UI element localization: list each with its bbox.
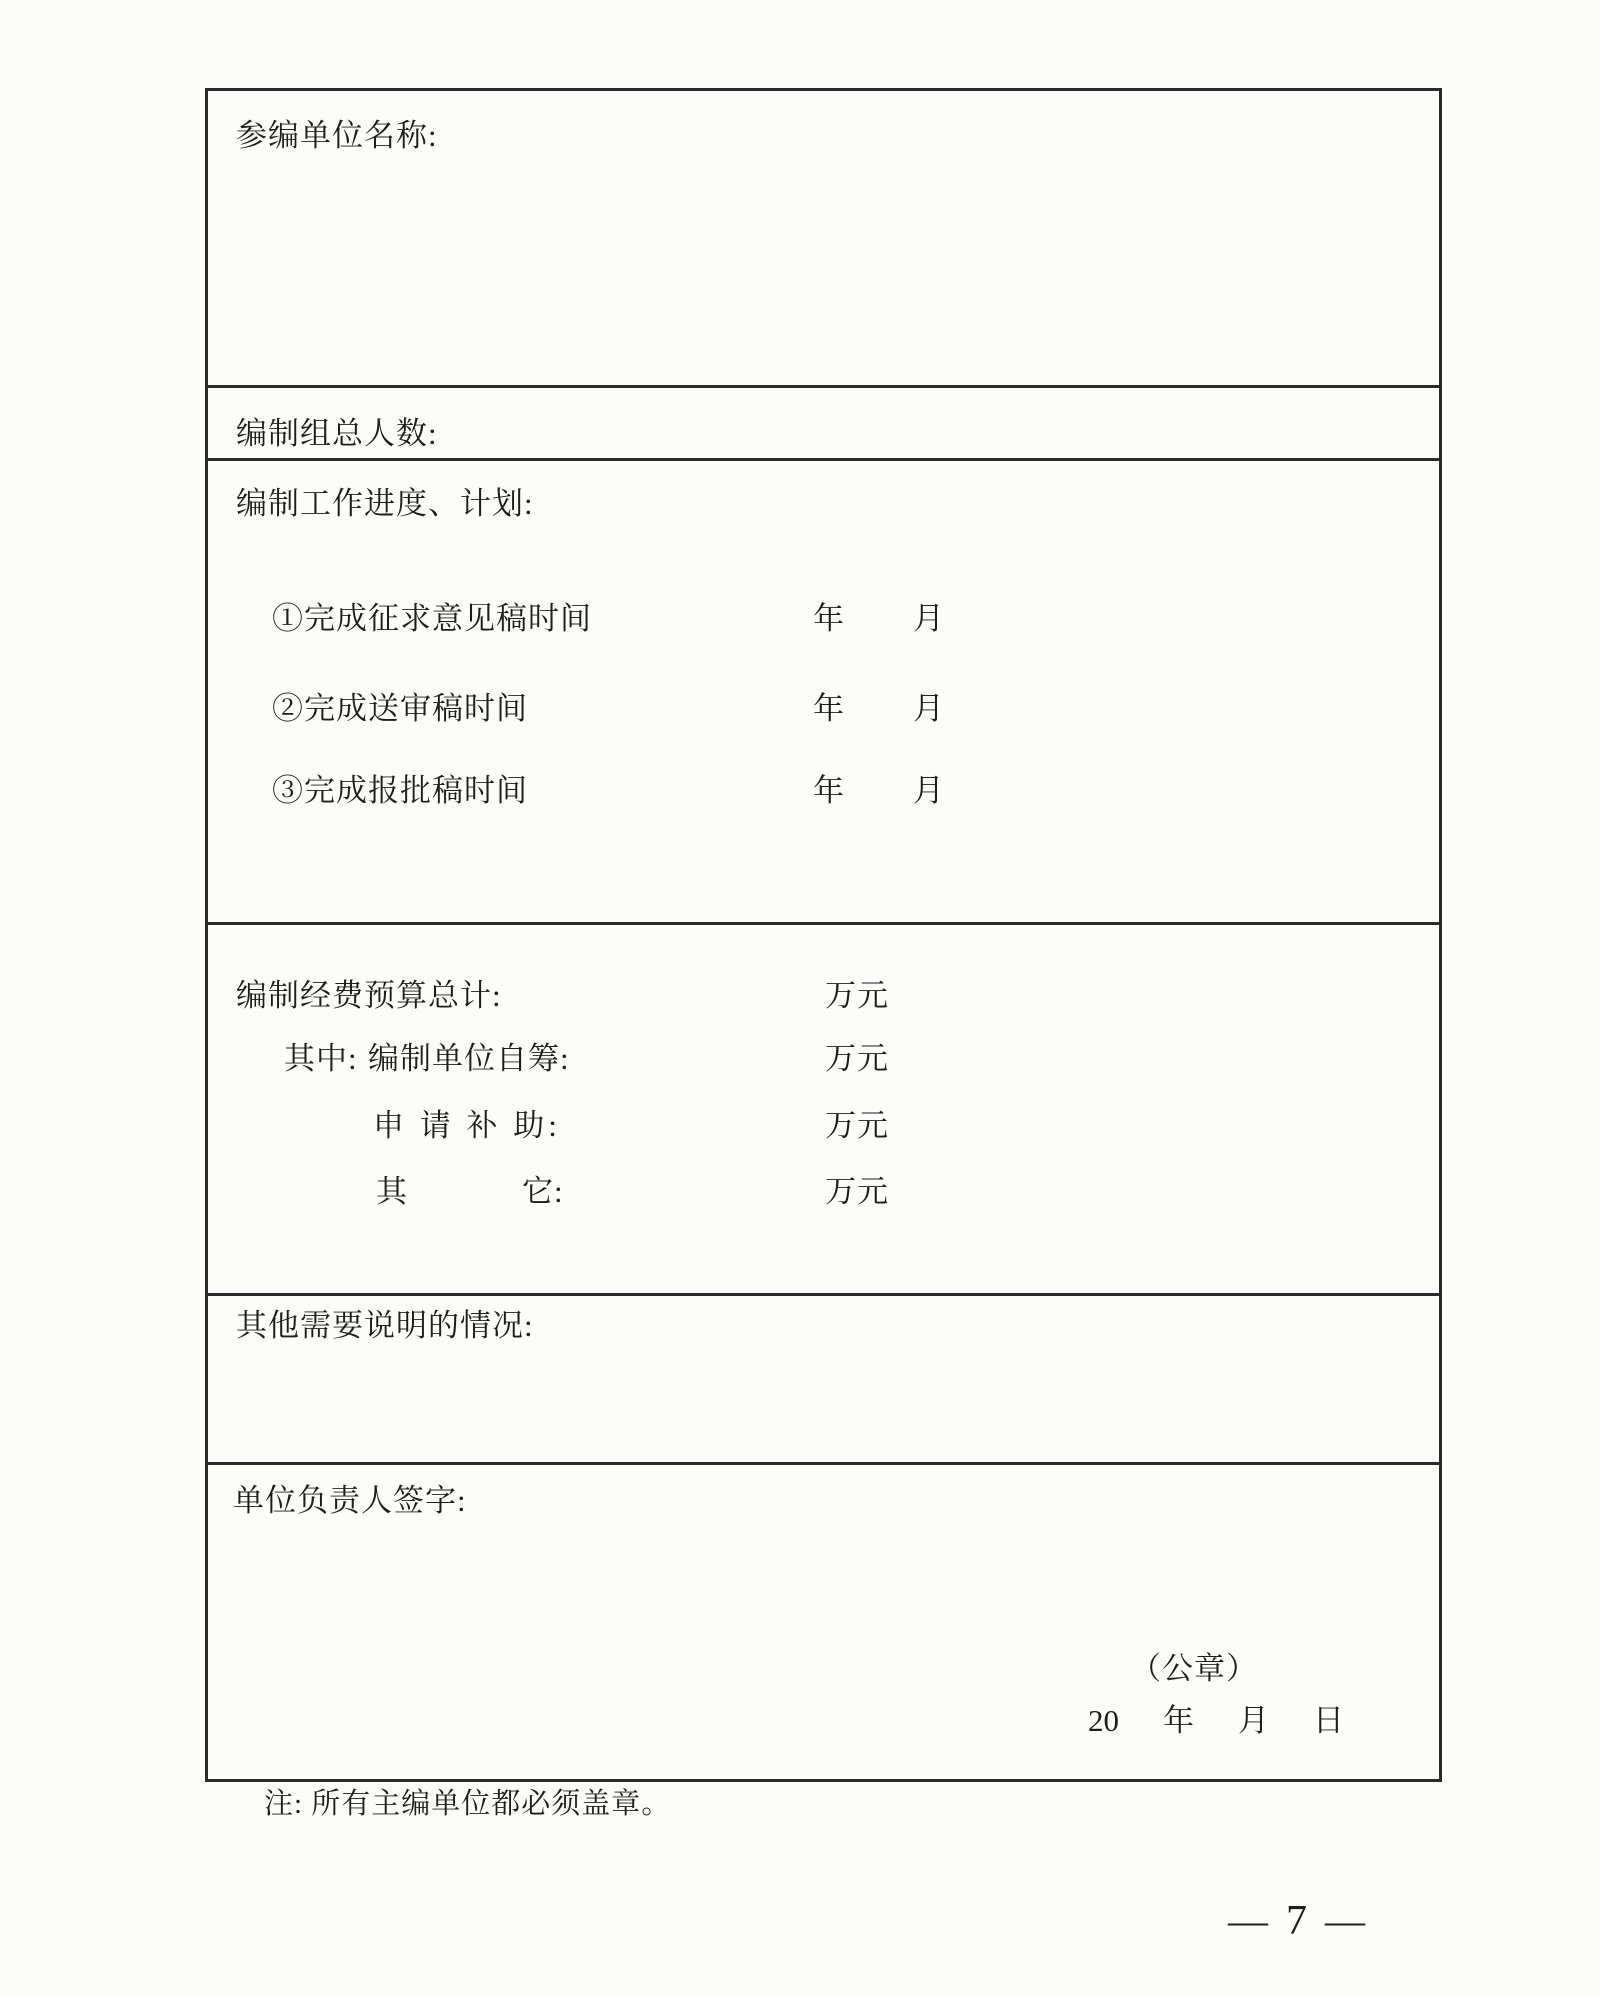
row-group-total [208,388,1439,461]
progress-item-draft-for-comments [208,603,1439,643]
progress-item-text: ①完成征求意见稿时间 [272,601,592,636]
row-budget [208,925,1439,1296]
row-participating-units [208,91,1439,388]
date-year-char: 年 [1163,1703,1194,1738]
progress-item-text: ②完成送审稿时间 [272,691,528,726]
month-placeholder: 月 [913,601,945,636]
budget-self-funded-line [208,1043,1439,1083]
page-number [1228,1900,1365,1942]
budget-total-unit: 万元 [825,978,889,1013]
footnote: 注: 所有主编单位都必须盖章。 [264,1788,672,1820]
date-day-char: 日 [1313,1703,1344,1738]
page-number-right-dash: — [1325,1898,1365,1943]
group-total-label: 编制组总人数: [236,416,438,451]
progress-item-text: ③完成报批稿时间 [272,773,528,808]
participating-units-label: 参编单位名称: [236,118,438,153]
budget-subsidy-line [208,1110,1439,1150]
progress-item-review-draft [208,693,1439,733]
budget-subsidy-label: 申 请 补 助: [373,1108,561,1143]
row-other-remarks [208,1296,1439,1465]
official-seal-placeholder: （公章） [1130,1651,1258,1686]
form-table [205,88,1442,1782]
month-placeholder: 月 [913,773,945,808]
budget-other-label-left: 其 [376,1174,408,1209]
other-remarks-label: 其他需要说明的情况: [236,1308,534,1343]
row-signature [208,1465,1439,1785]
page-number-value: 7 [1286,1898,1307,1944]
budget-subsidy-unit: 万元 [825,1108,889,1143]
budget-total-label: 编制经费预算总计: [236,978,502,1013]
date-year-prefix: 20 [1088,1703,1119,1738]
budget-other-line [208,1176,1439,1216]
month-placeholder: 月 [913,691,945,726]
signature-label: 单位负责人签字: [233,1483,467,1518]
year-placeholder: 年 [813,773,845,808]
year-placeholder: 年 [813,691,845,726]
page-number-left-dash: — [1228,1898,1268,1943]
date-line [1088,1705,1344,1736]
year-placeholder: 年 [813,601,845,636]
budget-self-funded-label: 编制单位自筹: [368,1041,570,1076]
progress-item-approval-draft [208,775,1439,815]
budget-self-funded-unit: 万元 [825,1041,889,1076]
budget-other-unit: 万元 [825,1174,889,1209]
date-month-char: 月 [1238,1703,1269,1738]
row-work-progress [208,461,1439,925]
work-progress-label: 编制工作进度、计划: [236,486,534,521]
budget-sub-prefix: 其中: [284,1041,358,1076]
budget-other-label-right: 它: [522,1174,564,1209]
budget-total-line [208,980,1439,1020]
